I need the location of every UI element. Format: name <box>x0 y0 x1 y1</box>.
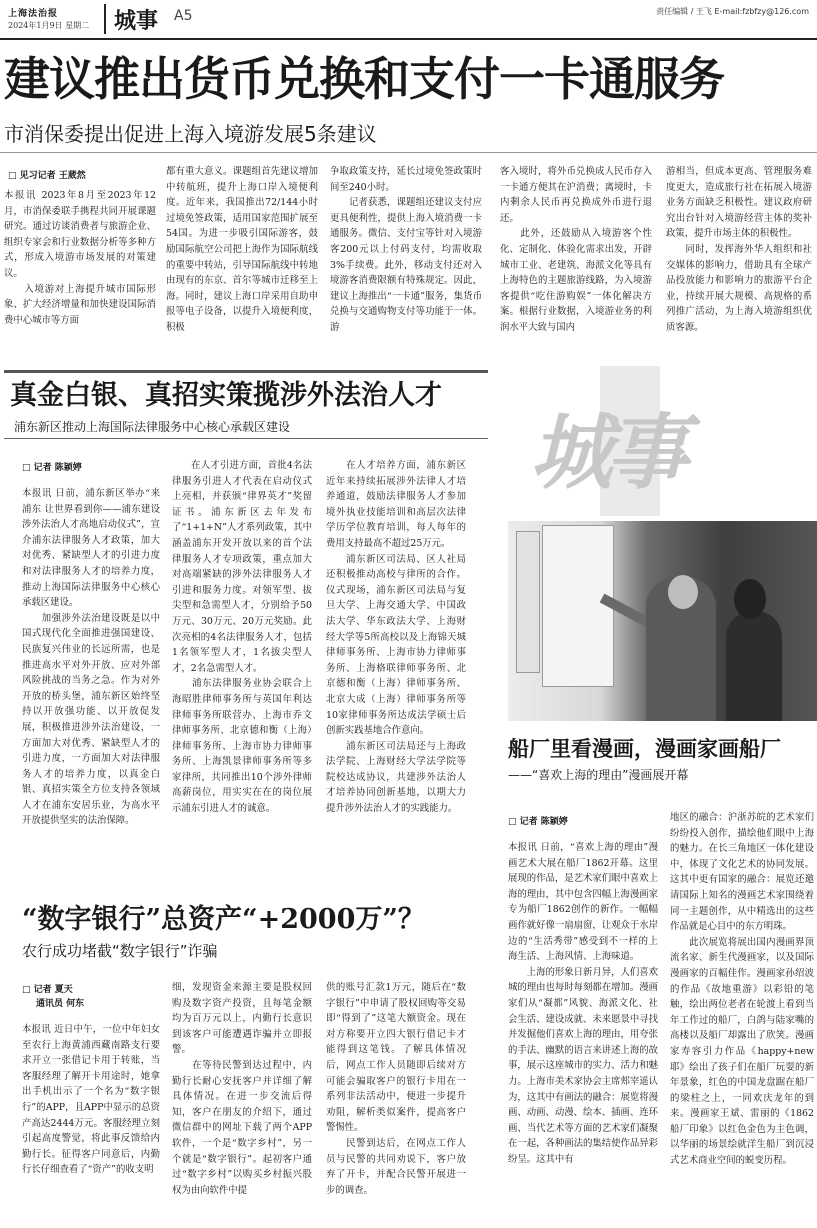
article1-rule <box>0 152 817 153</box>
article1-column-2: 都有重大意义。课题组首先建议增加中转航班，提升上海口岸入境便利度。近年来，我国推出72/144小时过境免签政策，适用国家范围扩展至54国。为进一步吸引国际游客，鼓励国际航空公司把上海作为国际航线的重要中转站，引导国际航线中转地由现有的东京、首尔等城市迁移至上海。同时，建议上海口岸采用自助申报等电子设备，以提升入境便利度，积极 <box>166 166 318 333</box>
article2-column-3: 在人才培养方面，浦东新区近年来持续拓展涉外法律人才培养通道，鼓励法律服务人才参加境外执业技能培训和高层次法律学历学位教育培训，每人每年的费用支持最高不超过25万元。 浦东新区司法局、区人社局还积极推动高校与律所的合作。仪式现场，浦东新区司法局与复旦大学、上海交通大学、中国政法大学、华东政法大学、上海财经大学等5所高校以及上海锦天城律师事务所、上海市协力律师事务所、上海格联律师事务所、北京德和衡（上海）律师事务所、北京大成（上海）律师事务所等10家律师事务所达成法学硕士后创新实践基地合作意向。 浦东新区司法局还与上海政法学院、上海财经大学法学院等院校达成协议，共建涉外法治人才培养协同创新基地，以期大力提升涉外法治人才的实践能力。 <box>326 460 466 815</box>
article4-subhead: 农行成功堵截“数字银行”诈骗 <box>22 942 218 960</box>
page-number: A5 <box>174 8 193 24</box>
masthead-rule <box>0 38 817 40</box>
article4-byline-reporter: □ 记者 夏天 <box>22 985 73 995</box>
masthead-divider <box>104 4 106 34</box>
photo-female-visitor <box>726 611 782 721</box>
article2-subhead: 浦东新区推动上海国际法律服务中心核心承载区建设 <box>14 420 291 434</box>
article2-byline: □ 记者 陈颖婷 <box>22 463 82 473</box>
article1-headline: 建议推出货币兑换和支付一卡通服务 <box>4 52 724 106</box>
article2-column-2: 在人才引进方面，首批4名法律服务引进人才代表在启动仪式上亮相，并获颁“律界英才”奖留证书。浦东新区去年发布了“1+1+N”人才系列政策，其中涵盖浦东开发开放以来的首个法律服务人才专项政策，重点加大对高端紧缺的涉外法律服务人才引进和服务力度。对领军型、拔尖型和急需型人才，分别给予50万元、30万元、20万元奖励。此次亮相的4名法律服务人才，包括1名领军型人才，1名拔尖型人才，2名急需型人才。 浦东法律服务业协会联合上海昭胜律师事务所与英国年利达律师事务所联营办、上海市乔文律师事务所、北京德和衡（上海）律师事务所、上海市协力律师事务所、上海凯景律师事务所等多家律所，共同推出10个涉外律师高薪岗位，用实实在在的岗位展示浦东引进人才的诚意。 <box>172 460 312 815</box>
article1-column-4: 客入境时，将外币兑换成人民币存入一卡通方便其在沪消费；离境时，卡内剩余人民币再兑换成外币进行退还。 此外，还鼓励从入境游客个性化、定制化、体验化需求出发，开辟城市工业、老建筑、海派文化等具有上海特色的主题旅游线路，为入境游客提供“吃住游购娱”一体化解决方案。根据行业数据，入境游业务的利润水平大致与国内 <box>500 166 652 333</box>
newspaper-name: 上海法治报 <box>8 9 59 19</box>
article3-byline: □ 记者 陈颖婷 <box>508 817 568 827</box>
article2-rule <box>4 438 488 439</box>
article2-column-1: 本报讯 日前，浦东新区举办“来浦东 让世界看到你——浦东建设涉外法治人才高地启动仪式”，宣介浦东法律服务人才政策，加大对优秀、紧缺型人才的引进力度和对法律服务人才的培养力度，推动上海国际法律服务中心核心承载区建设。 加强涉外法治建设既是以中国式现代化全面推进强国建设、民族复兴伟业的长远所需，也是推进高水平对外开放、应对外部风险挑战的当务之急。作为对外开放的桥头堡，浦东新区始终坚持以开放强功能、以开放促发展，积极推进涉外法治建设，一方面加大对优秀、紧缺型人才的引进力度，一方面加大对法律服务人才的培养力度，以真金白银、真招实策全方位支持各领域人才在浦东安居乐业，为高水平开放提供坚实的法治保障。 <box>22 488 160 827</box>
photo-artwork-frame <box>542 525 614 687</box>
article3-column-2: 地区的融合：沪浙苏皖的艺术家们纷纷投入创作，描绘他们眼中上海的魅力。在长三角地区一体化建设中，体现了文化艺术的协同发展。这其中更有国家的融合：展览还邀请国际上知名的漫画艺术家围绕着同一主题创作，从中精选出的这些作品就是心目中的东方明珠。 此次展览将展出国内漫画界顶流名家、新生代漫画家，以及国际漫画家的百幅佳作。漫画家孙绍波的作品《故地重游》以彩铅的笔触，绘出两位老者在轮渡上看到当年工作过的船厂，白鸽与陆家嘴的高楼以及船厂却露出了欣笑。漫画家寿容引力作品《happy+new耶》绘出了孩子们在船厂玩耍的新年景象，红色的中国龙盘踞在船厂的梁柱之上，一同欢庆龙年的到来。漫画家王斌、雷丽的《1862船厂印象》以红色金色为主色调，以华丽的场景绘就洋生船厂到沉浸式艺术商业空间的蜕变历程。 <box>670 812 814 1167</box>
article4-byline-correspondent: 通讯员 何东 <box>36 999 85 1009</box>
article1-subhead: 市消保委提出促进上海入境游发展5条建议 <box>4 122 377 146</box>
article4-column-2: 细，发现资金来源主要是股权回购及数字资产投资，且每笔金额均为百万元以上，内勤行长意识到该客户可能遭遇诈骗并立即报警。 在等待民警到达过程中，内勤行长耐心安抚客户并详细了解具体情况。在进一步交流后得知，客户在朋友的介绍下，通过微信群中的网址下载了两个APP软件，一个是“数字乡村”，另一个就是“数字银行”。起初客户通过“数字乡村”以购买乡村振兴股权为由向软件中提 <box>172 982 312 1196</box>
article3-column-1: 本报讯 日前，“喜欢上海的理由”漫画艺术大展在船厂1862开幕。这里展现的作品，是艺术家们眼中喜欢上海的理由，其中包含四幅上海漫画家专为船厂1862创作的新作。一幅幅画作就好像一扇扇窗，让观众于水岸边的“生活秀带”感受到不一样的上海生活、上海风情、上海味道。 上海的形象日新月异，人们喜欢城的理由也每时每刻都在增加。漫画家们从“凝都”风貌、海派文化、社会生活、建设成就、未来愿景中寻找并发掘他们喜欢上海的理由，用夸张的手法、幽默的语言来讲述上海的故事，展示这座城市的实力、活力和魅力。上海市美术家协会主席郏宰遥认为，这其中有画法的融合：展览将漫画、动画、动漫、绘本、插画、连环画、当代艺术等方面的艺术家们凝聚在一起，各种画法的集结使作品异彩纷呈。这其中有 <box>508 842 658 1165</box>
article1-column-3: 争取政策支持，延长过境免签政策时间至240小时。 记者获悉，课题组还建议支付应更具便利性，提供上海入境消费一卡通服务。微信、支付宝等针对入境游客200元以上付码支付，均需收取3%手续费。此外，移动支付还对入境游客消费限额有特殊规定。因此，建议上海推出“一卡通”服务，集货币兑换与交通购物支付等功能于一体。游 <box>330 166 482 333</box>
article3-subhead: ——“喜欢上海的理由”漫画展开幕 <box>508 768 689 782</box>
article3-headline: 船厂里看漫画，漫画家画船厂 <box>508 736 781 761</box>
article4-column-1: 本报讯 近日中午，一位中年妇女至农行上海黄浦西藏南路支行要求开立一张借记卡用于转账，当客服经理了解开卡用途时，她拿出手机出示了一个名为“数字银行”的APP，且APP中显示的总资产高达2444万元。客服经理立刻引起高度警觉，将此事反馈给内勤行长。征得客户同意后，内勤行长仔细查看了“资产”的收支明 <box>22 1024 160 1176</box>
exhibition-photo <box>508 521 817 721</box>
article1-byline: □ 见习记者 王葳然 <box>8 171 86 181</box>
section-watermark: 城事 <box>530 405 682 501</box>
article2-headline: 真金白银、真招实策揽涉外法治人才 <box>10 380 442 411</box>
article1-column-1: 本报讯 2023年8月至2023年12月，市消保委联手携程共同开展课题研究。通过访谈消费者与旅游企业、组织专家会和行业数据分析等多种方式，形成入境游市场发展的对策建议。 入境游对上海提升城市国际形象、扩大经济增量和加快建设国际消费中心城市等方面 <box>4 190 156 326</box>
photo-wall-panel <box>516 531 540 673</box>
article4-column-3: 供的账号汇款1万元，随后在“数字银行”中申请了股权回购等交易即“得到了”这笔大额资金。现在对方称要开立四大银行借记卡才能得到这笔钱。了解具体情况后，网点工作人员随即后续对方可能会骗取客户的银行卡用在一系列非法活动中，便进一步提升劝阻，解析类似案件，提高客户警惕性。 民警到达后，在网点工作人员与民警的共同劝说下，客户放弃了开卡，并配合民警开展进一步的调查。 <box>326 982 466 1196</box>
photo-male-visitor-head <box>668 575 698 609</box>
editor-info: 责任编辑 / 王飞 E-mail:fzbfzy@126.com <box>656 7 809 16</box>
article4-headline: “数字银行”总资产“+2000万”？ <box>22 904 425 935</box>
photo-female-visitor-head <box>734 579 766 619</box>
article1-column-5: 游相当，但成本更高、管理服务难度更大，造成旅行社在拓展入境游业务方面缺乏积极性。建议政府研究出台针对入境游经营主体的奖补政策，提升市场主体的积极性。 同时，发挥海外华人组织和社交媒体的影响力，借助具有全球产品投放能力和影响力的旅游平台企业，持续开展大规模、高规格的系列推广活动，为上海入境游组织优质客源。 <box>666 166 812 333</box>
issue-date: 2024年1月9日 星期二 <box>8 21 90 30</box>
section-name: 城事 <box>114 9 159 34</box>
